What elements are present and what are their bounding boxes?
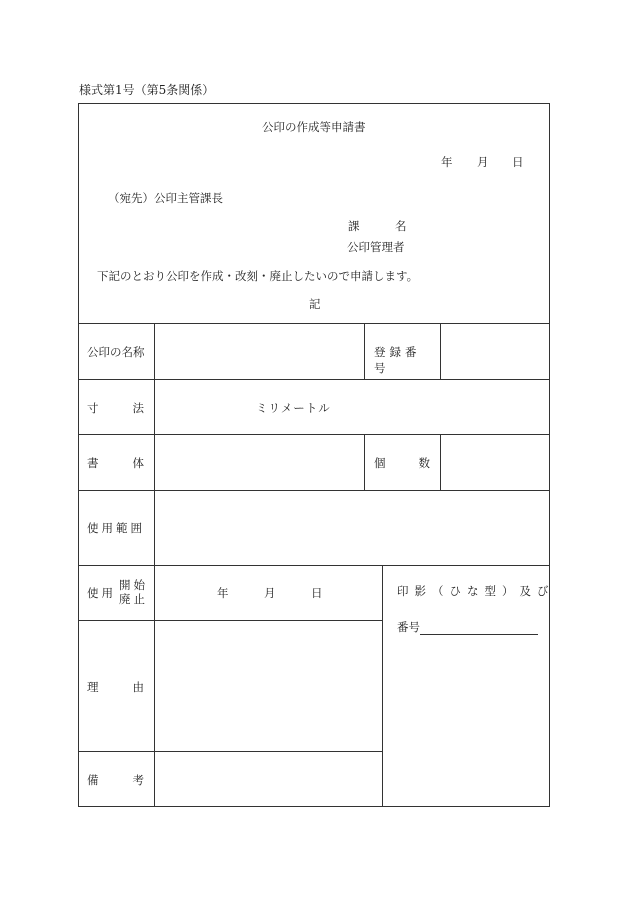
form-title: 公印の作成等申請書 bbox=[262, 120, 366, 134]
body-text: 下記のとおり公印を作成・改刻・廃止したいので申請します。 bbox=[97, 269, 419, 283]
label-column-divider bbox=[154, 323, 155, 807]
start-month: 月 bbox=[264, 586, 276, 600]
reg-number-label-text: 登録番号 bbox=[374, 345, 421, 375]
reason-label bbox=[87, 679, 178, 695]
font-label bbox=[87, 455, 178, 471]
row-divider-7 bbox=[78, 751, 382, 752]
reg-label-divider-right bbox=[440, 323, 441, 379]
font-label-text: 書体 bbox=[87, 456, 178, 470]
addressee: （宛先）公印主管課長 bbox=[108, 191, 223, 205]
usage-scope-label: 使用範囲 bbox=[87, 521, 145, 535]
row-divider-4 bbox=[78, 490, 550, 491]
reason-label-text: 理由 bbox=[87, 680, 178, 694]
count-label-text: 個数 bbox=[374, 456, 463, 470]
applicant-dept-char2: 名 bbox=[395, 219, 407, 233]
applicant-dept-char1: 課 bbox=[348, 219, 360, 233]
row-divider-6 bbox=[78, 620, 382, 621]
size-label bbox=[87, 400, 178, 416]
reg-number-label bbox=[374, 344, 432, 376]
reg-label-divider-left bbox=[364, 323, 365, 379]
usage-label: 使用 bbox=[87, 586, 116, 600]
number-underline bbox=[420, 621, 538, 635]
start-label: 開始 bbox=[119, 578, 148, 592]
start-day: 日 bbox=[311, 586, 323, 600]
note-mark: 記 bbox=[309, 297, 321, 311]
impression-number bbox=[397, 619, 538, 635]
applicant-manager: 公印管理者 bbox=[347, 240, 405, 254]
date-day: 日 bbox=[512, 155, 524, 169]
date-year: 年 bbox=[441, 155, 453, 169]
form-number: 様式第1号（第5条関係） bbox=[79, 83, 215, 97]
row-divider-3 bbox=[78, 434, 550, 435]
remarks-label-text: 備考 bbox=[87, 773, 178, 787]
start-abolish-stack bbox=[119, 578, 148, 606]
date-month: 月 bbox=[477, 155, 489, 169]
impression-column-divider bbox=[382, 565, 383, 807]
row-divider-5 bbox=[78, 565, 550, 566]
row-divider-2 bbox=[78, 379, 550, 380]
abolish-label: 廃止 bbox=[119, 592, 148, 606]
size-unit: ミリメートル bbox=[256, 401, 331, 415]
count-label-divider-left bbox=[364, 434, 365, 490]
remarks-label bbox=[87, 772, 178, 788]
row-divider-1 bbox=[78, 323, 550, 324]
number-label: 番号 bbox=[397, 620, 420, 634]
size-label-text: 寸法 bbox=[87, 401, 178, 415]
count-label bbox=[374, 455, 463, 471]
start-year: 年 bbox=[217, 586, 229, 600]
seal-name-label: 公印の名称 bbox=[87, 345, 145, 359]
impression-label: 印影（ひな型）及び bbox=[397, 584, 555, 598]
